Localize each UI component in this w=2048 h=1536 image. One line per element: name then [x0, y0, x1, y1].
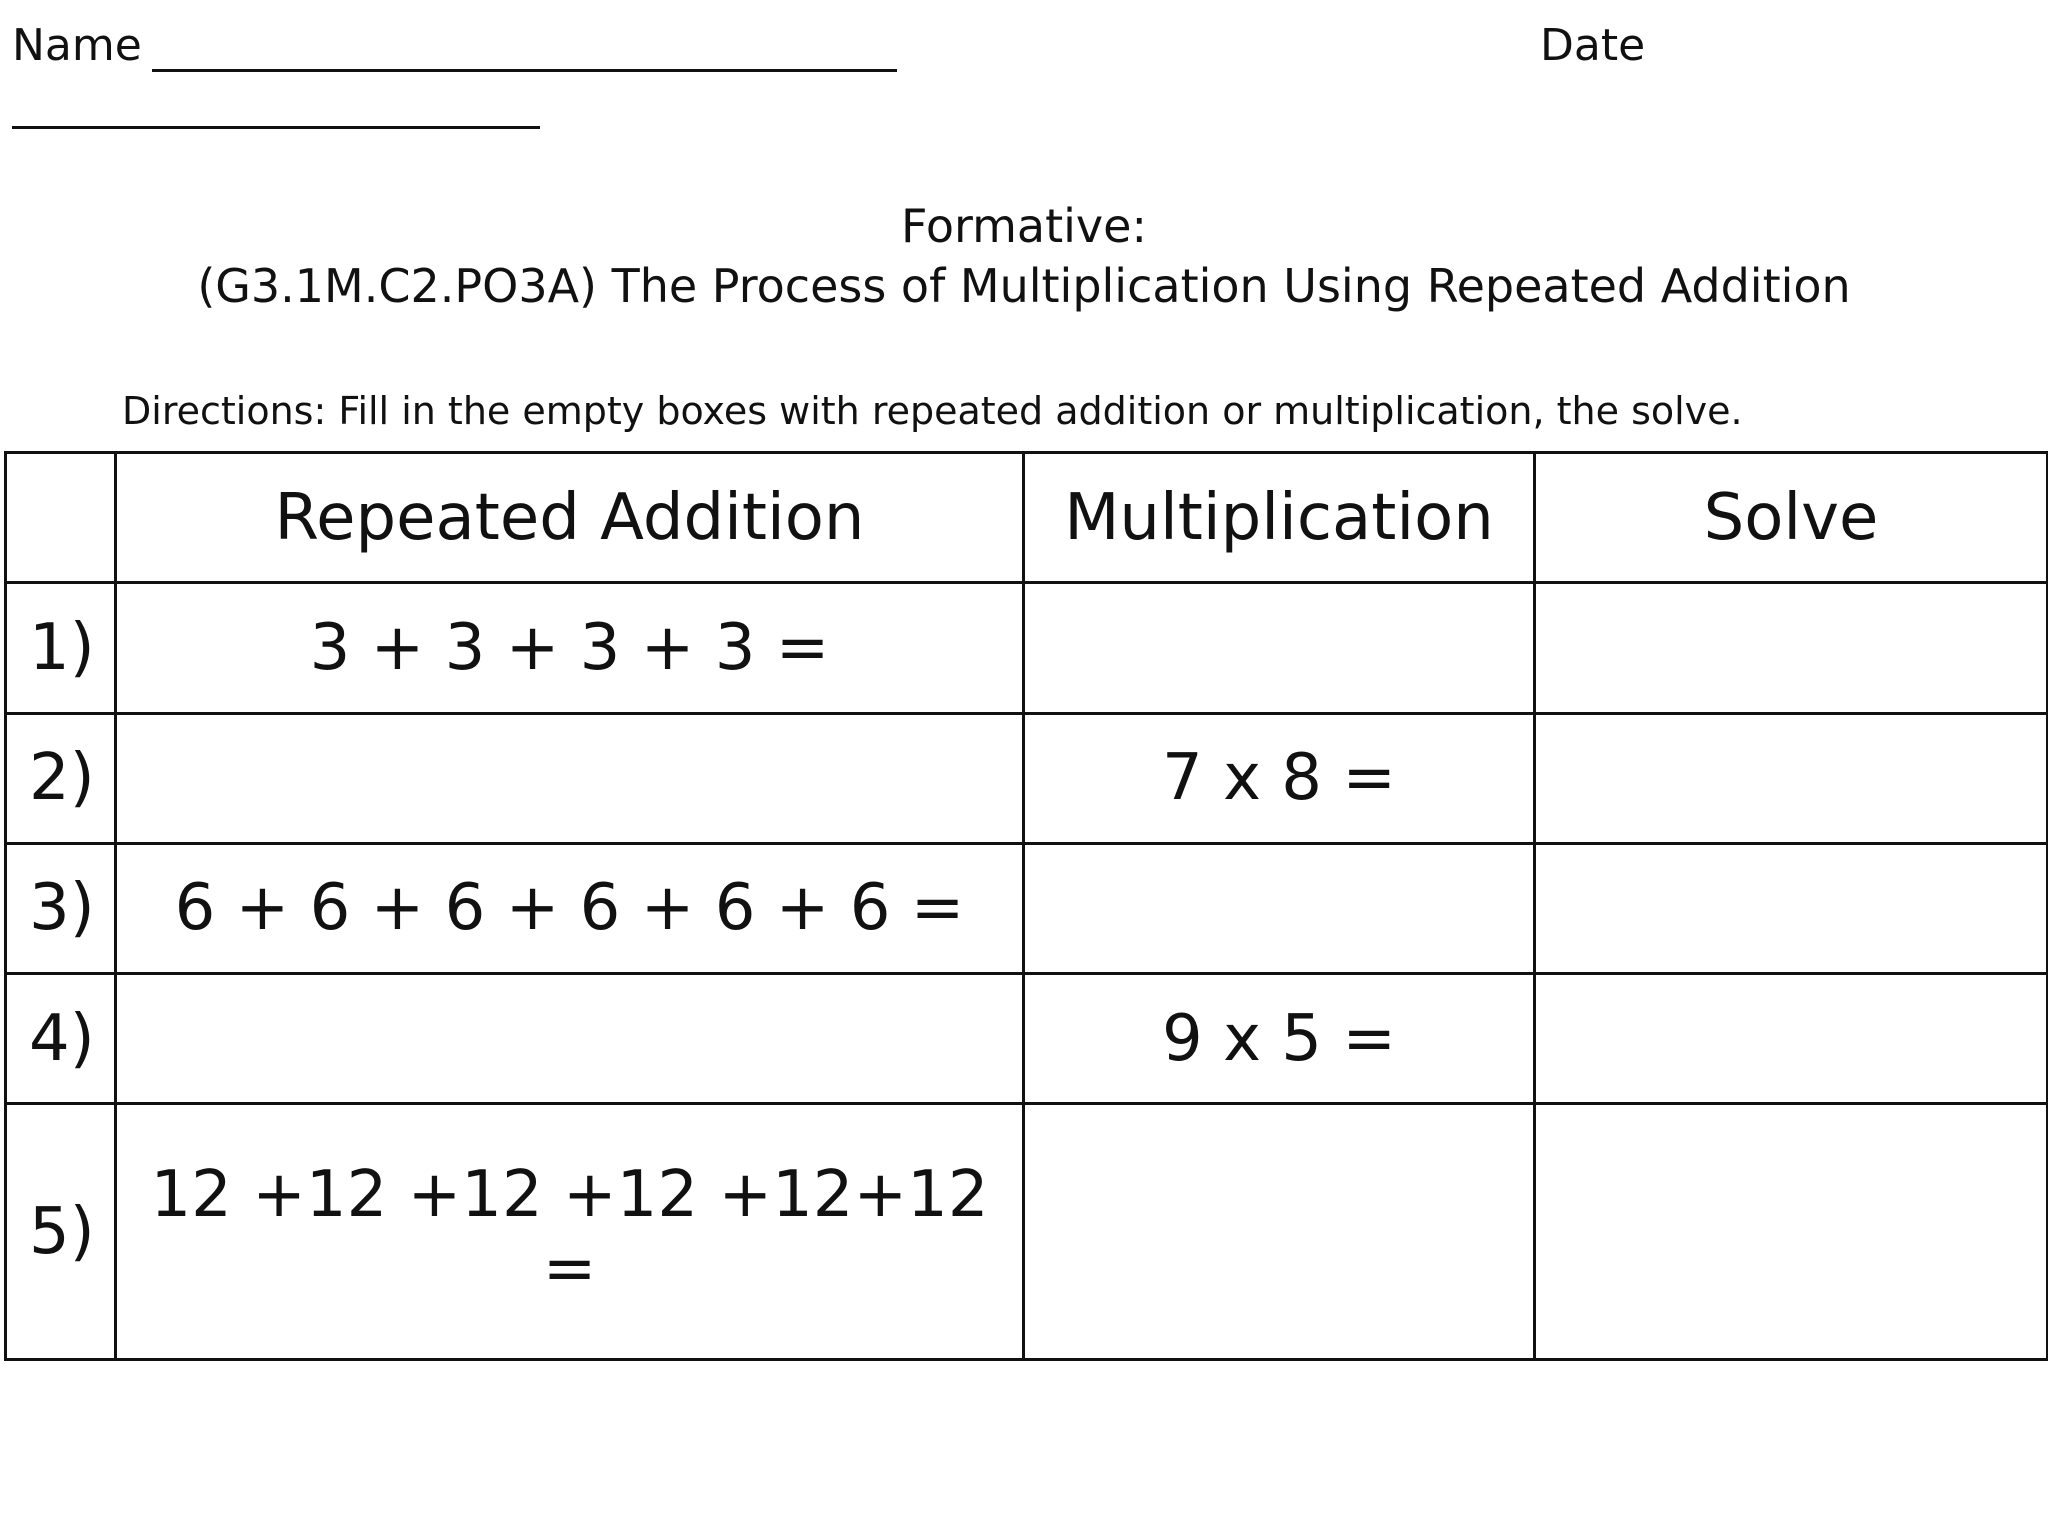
multiplication-cell[interactable] [1024, 583, 1535, 713]
worksheet-subtitle: (G3.1M.C2.PO3A) The Process of Multiplication Using Repeated Addition [197, 259, 1851, 313]
solve-cell[interactable] [1535, 713, 2048, 843]
row-number: 4) [6, 974, 116, 1104]
table-row [6, 583, 2048, 713]
row-number: 3) [6, 843, 116, 973]
multiplication-cell: 7 x 8 = [1024, 713, 1535, 843]
repeated-addition-cell[interactable] [116, 974, 1024, 1104]
solve-cell[interactable] [1535, 843, 2048, 973]
solve-cell[interactable] [1535, 583, 2048, 713]
solve-cell[interactable] [1535, 974, 2048, 1104]
repeated-addition-cell: 12 +12 +12 +12 +12+12 = [116, 1104, 1024, 1360]
date-field[interactable] [12, 126, 540, 129]
multiplication-cell: 9 x 5 = [1024, 974, 1535, 1104]
name-label: Name [12, 20, 142, 71]
solve-cell[interactable] [1535, 1104, 2048, 1360]
table-row [6, 713, 2048, 843]
name-field[interactable] [152, 69, 897, 72]
table-row [6, 974, 2048, 1104]
multiplication-cell[interactable] [1024, 843, 1535, 973]
row-number: 2) [6, 713, 116, 843]
row-number: 1) [6, 583, 116, 713]
date-label: Date [1540, 20, 1646, 71]
worksheet-table [4, 451, 2048, 1361]
row-number: 5) [6, 1104, 116, 1360]
header-number [6, 453, 116, 583]
repeated-addition-cell[interactable] [116, 713, 1024, 843]
repeated-addition-cell: 6 + 6 + 6 + 6 + 6 + 6 = [116, 843, 1024, 973]
worksheet-title: Formative: [901, 199, 1147, 253]
header-repeated-addition: Repeated Addition [116, 453, 1024, 583]
table-row [6, 1104, 2048, 1360]
table-row [6, 843, 2048, 973]
table-header-row [6, 453, 2048, 583]
multiplication-cell[interactable] [1024, 1104, 1535, 1360]
header-multiplication: Multiplication [1024, 453, 1535, 583]
repeated-addition-cell: 3 + 3 + 3 + 3 = [116, 583, 1024, 713]
header-solve: Solve [1535, 453, 2048, 583]
directions-text: Directions: Fill in the empty boxes with repeated addition or multiplication, the solve. [122, 389, 1743, 433]
